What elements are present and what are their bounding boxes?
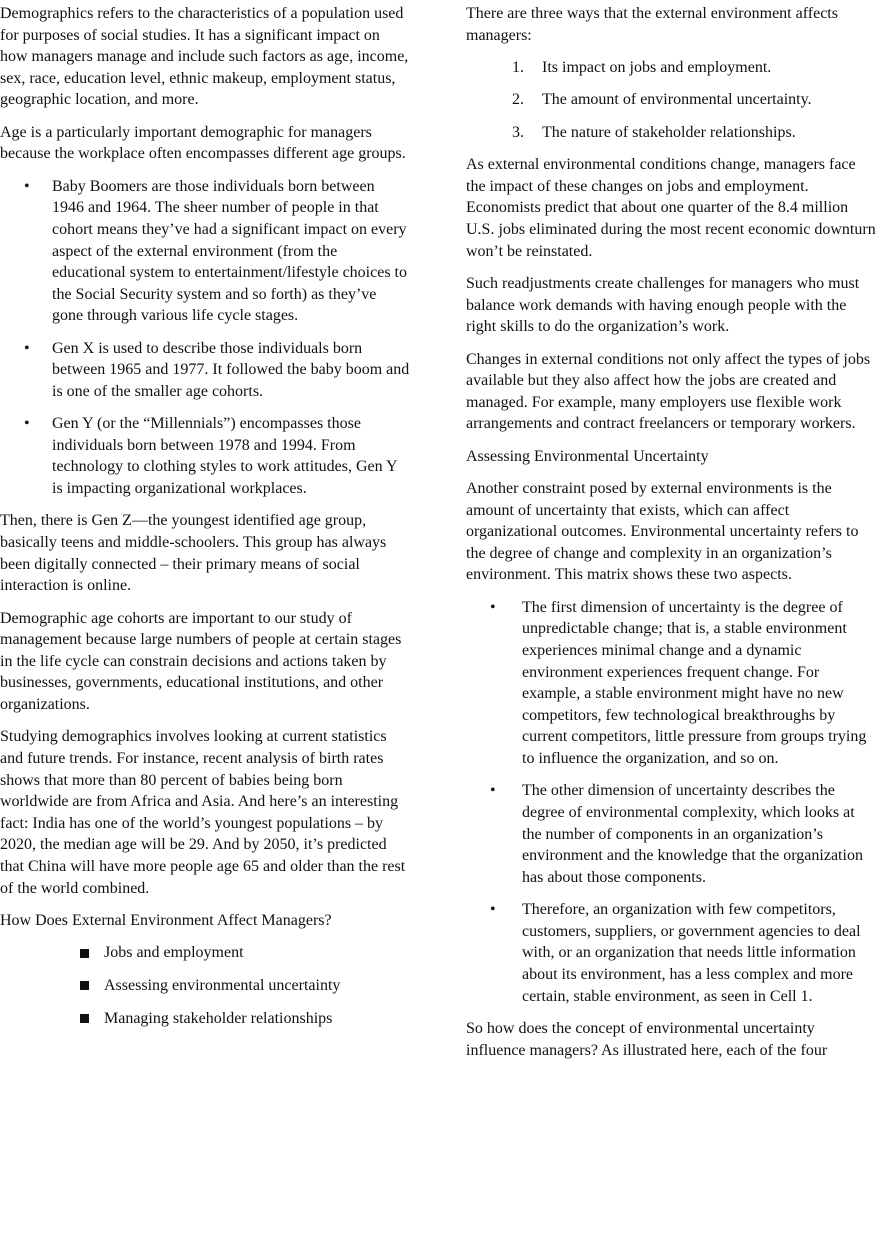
list-item xyxy=(466,780,878,888)
bullet-text-cell-one: Therefore, an organization with few competitors, customers, suppliers, or government agencies to deal with, or an organization that needs little information about its environment, has a less complex and more certain, stable environment, as seen in Cell 1. xyxy=(522,901,861,1005)
list-item xyxy=(466,899,878,1007)
square-item-text: Jobs and employment xyxy=(104,944,244,962)
bullet-icon: • xyxy=(490,782,496,800)
paragraph-readjustments: Such readjustments create challenges for managers who must balance work demands with having enough people with the right skills to do the organization’s work. xyxy=(466,274,860,336)
section-heading-uncertainty: Assessing Environmental Uncertainty xyxy=(466,447,709,465)
paragraph-external-conditions: Changes in external conditions not only affect the types of jobs available but they also affect how the jobs are created and managed. For example, many employers use flexible work arrangements and contract freelancers or temporary workers. xyxy=(466,350,871,433)
numbered-item-text: The nature of stakeholder relationships. xyxy=(542,123,796,141)
item-number: 3. xyxy=(512,123,524,141)
list-item xyxy=(0,942,410,964)
paragraph-age-importance: Age is a particularly important demographic for managers because the workplace often encompasses different age groups. xyxy=(0,123,406,163)
numbered-item-text: Its impact on jobs and employment. xyxy=(542,58,772,76)
paragraph-uncertainty-definition: Another constraint posed by external environments is the amount of uncertainty that exists, which can affect organizational outcomes. Environmental uncertainty refers to the degree of change and complexity in an organization’s environment. This matrix shows these two aspects. xyxy=(466,480,859,584)
square-bullet-icon xyxy=(80,981,89,990)
section-heading-external-environment: How Does External Environment Affect Managers? xyxy=(0,911,332,929)
paragraph-jobs-employment: As external environmental conditions change, managers face the impact of these changes on jobs and employment. Economists predict that about one quarter of the 8.4 million U.S. jobs eliminated during the most recent economic downturn won’t be reinstated. xyxy=(466,156,876,260)
list-item xyxy=(0,176,410,327)
bullet-text-change: The first dimension of uncertainty is the degree of unpredictable change; that is, a stable environment experiences minimal change and a dynamic environment experiences frequent change. For example, a stable environment might have no new competitors, few technological breakthroughs by current competitors, little pressure from groups trying to influence the organization, and so on. xyxy=(522,598,867,767)
list-item xyxy=(0,1008,410,1030)
numbered-item xyxy=(466,57,878,79)
numbered-item-text: The amount of environmental uncertainty. xyxy=(542,91,812,109)
bullet-text-baby-boomers: Baby Boomers are those individuals born between 1946 and 1964. The sheer number of people in that cohort means they’ve had a significant impact on every aspect of the external environment (from the educational system to entertainment/lifestyle choices to the Social Security system and so forth) as they’ve gone through various life cycle stages. xyxy=(52,177,407,325)
paragraph-age-cohorts: Demographic age cohorts are important to our study of management because large numbers of people at certain stages in the life cycle can constrain decisions and actions taken by businesses, governments, educational institutions, and other organizations. xyxy=(0,609,402,713)
numbered-item xyxy=(466,122,878,144)
right-column xyxy=(466,3,878,1072)
square-item-text: Managing stakeholder relationships xyxy=(104,1009,333,1027)
bullet-icon: • xyxy=(24,177,30,195)
paragraph-gen-z: Then, there is Gen Z—the youngest identified age group, basically teens and middle-schoolers. This group has always been digitally connected – their primary means of social interaction is online. xyxy=(0,512,387,595)
bullet-icon: • xyxy=(24,415,30,433)
bullet-icon: • xyxy=(24,339,30,357)
numbered-item xyxy=(466,89,878,111)
bullet-text-gen-y: Gen Y (or the “Millennials”) encompasses those individuals born between 1978 and 1994. From technology to clothing styles to work attitudes, Gen Y is impacting organizational workplaces. xyxy=(52,415,397,498)
paragraph-influence-managers: So how does the concept of environmental uncertainty influence managers? As illustrated here, each of the four xyxy=(466,1019,828,1059)
bullet-icon: • xyxy=(490,598,496,616)
item-number: 2. xyxy=(512,91,524,109)
square-bullet-icon xyxy=(80,949,89,958)
bullet-icon: • xyxy=(490,901,496,919)
square-bullet-icon xyxy=(80,1014,89,1023)
paragraph-three-ways: There are three ways that the external environment affects managers: xyxy=(466,5,838,44)
paragraph-demographic-trends: Studying demographics involves looking at current statistics and future trends. For instance, recent analysis of birth rates shows that more than 80 percent of babies being born worldwide are from Africa and Asia. And here’s an interesting fact: India has one of the world’s youngest populations – by 2020, the median age will be 29. And by 2050, it’s predicted that China will have more people age 65 and older than the rest of the world combined. xyxy=(0,728,406,897)
item-number: 1. xyxy=(512,58,524,76)
list-item xyxy=(0,338,410,403)
left-column xyxy=(0,3,410,1040)
list-item xyxy=(0,975,410,997)
square-item-text: Assessing environmental uncertainty xyxy=(104,976,341,994)
bullet-text-gen-x: Gen X is used to describe those individuals born between 1965 and 1977. It followed the baby boom and is one of the smaller age cohorts. xyxy=(52,339,410,400)
paragraph-demographics-definition: Demographics refers to the characteristics of a population used for purposes of social studies. It has a significant impact on how managers manage and include such factors as age, income, sex, race, education level, ethnic makeup, employment status, geographic location, and more. xyxy=(0,5,409,109)
list-item xyxy=(0,413,410,499)
bullet-text-complexity: The other dimension of uncertainty describes the degree of environmental complexity, which looks at the number of components in an organization’s environment and the knowledge that the organization has about those components. xyxy=(522,782,863,886)
list-item xyxy=(466,597,878,770)
